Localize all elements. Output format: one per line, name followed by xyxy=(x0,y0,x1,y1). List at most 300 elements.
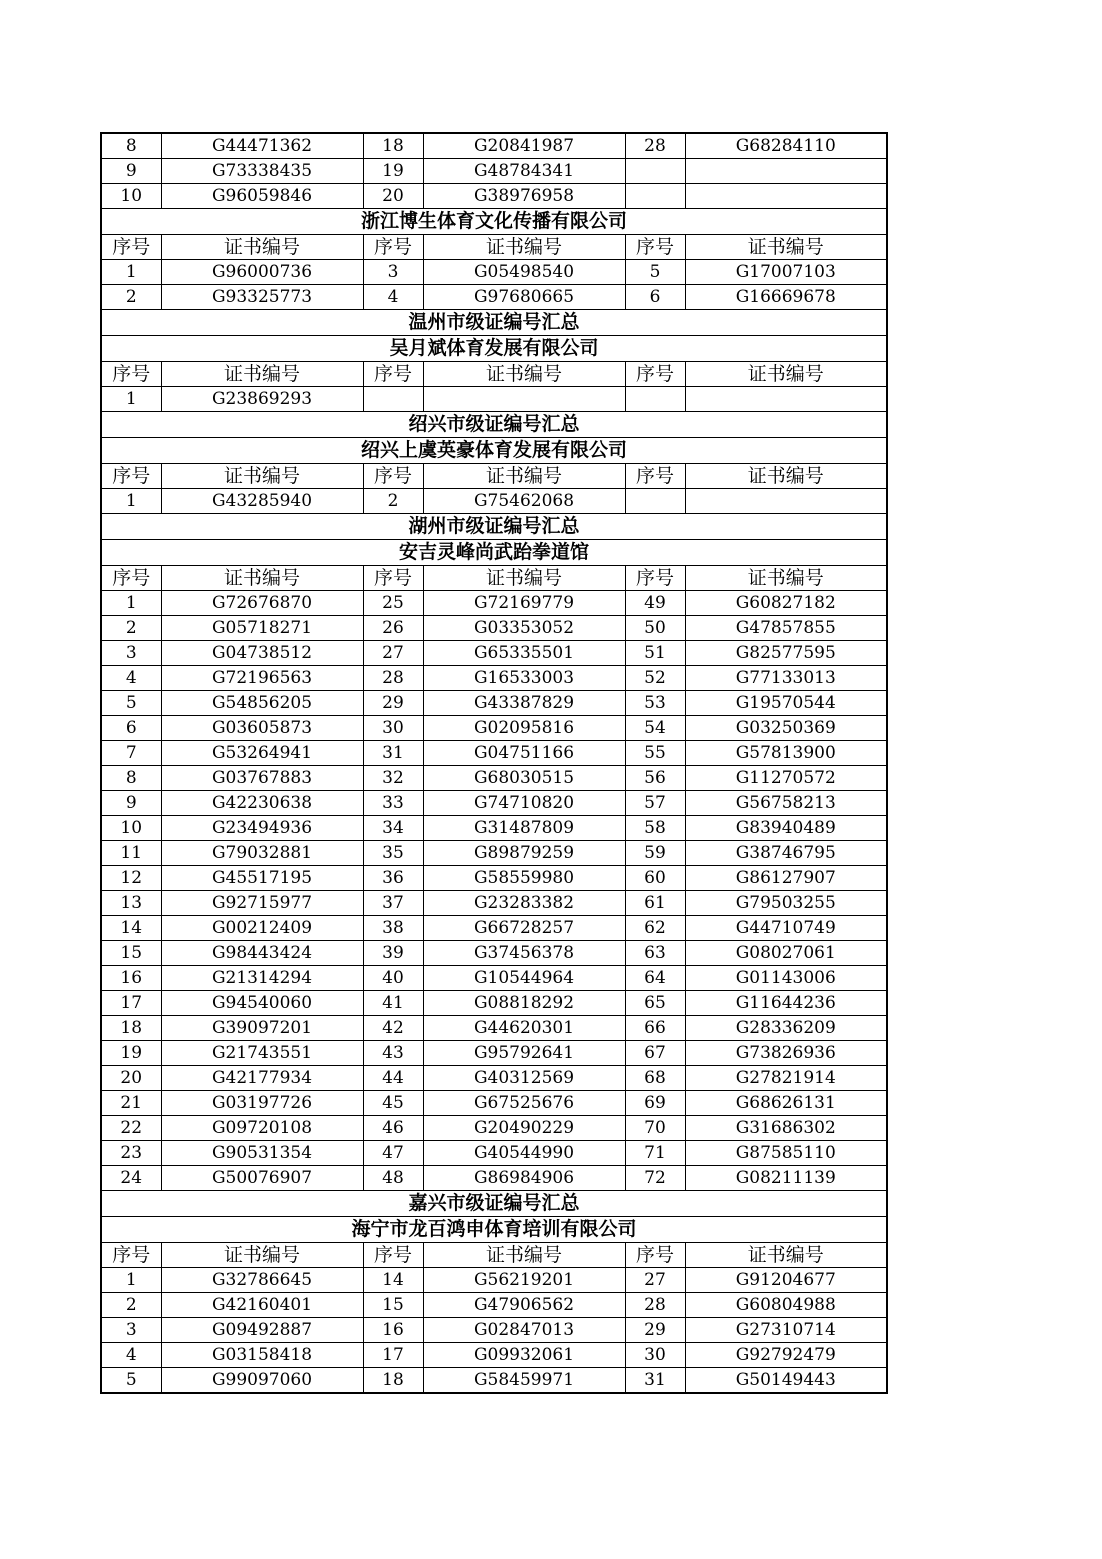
certificate-number-cell: G02095816 xyxy=(423,716,625,741)
serial-number-cell: 21 xyxy=(101,1091,161,1116)
serial-number-cell xyxy=(363,387,423,412)
section-title-row xyxy=(101,514,887,540)
certificate-number-header: 证书编号 xyxy=(161,464,363,489)
serial-number-cell: 17 xyxy=(101,991,161,1016)
serial-number-cell: 58 xyxy=(625,816,685,841)
certificate-number-cell: G54856205 xyxy=(161,691,363,716)
serial-number-cell: 13 xyxy=(101,891,161,916)
serial-number-cell: 18 xyxy=(363,1368,423,1394)
certificate-number-cell: G44620301 xyxy=(423,1016,625,1041)
table-row xyxy=(101,1293,887,1318)
serial-number-cell: 17 xyxy=(363,1343,423,1368)
certificate-number-cell: G92792479 xyxy=(685,1343,887,1368)
serial-number-cell: 39 xyxy=(363,941,423,966)
certificate-number-cell xyxy=(685,159,887,184)
serial-number-cell: 10 xyxy=(101,184,161,209)
serial-number-cell: 18 xyxy=(101,1016,161,1041)
section-title-row xyxy=(101,540,887,566)
serial-number-cell: 12 xyxy=(101,866,161,891)
serial-number-cell: 32 xyxy=(363,766,423,791)
certificate-number-cell: G02847013 xyxy=(423,1318,625,1343)
table-row xyxy=(101,133,887,159)
certificate-number-cell: G42230638 xyxy=(161,791,363,816)
serial-number-cell: 2 xyxy=(101,1293,161,1318)
serial-number-cell: 1 xyxy=(101,489,161,514)
serial-number-cell: 29 xyxy=(363,691,423,716)
certificate-number-header: 证书编号 xyxy=(423,1243,625,1268)
certificate-number-cell: G09492887 xyxy=(161,1318,363,1343)
serial-number-cell: 70 xyxy=(625,1116,685,1141)
serial-number-cell: 4 xyxy=(101,1343,161,1368)
section-title: 安吉灵峰尚武跆拳道馆 xyxy=(101,540,887,566)
certificate-number-cell: G03158418 xyxy=(161,1343,363,1368)
serial-number-cell: 49 xyxy=(625,591,685,616)
table-row xyxy=(101,766,887,791)
certificate-number-cell: G57813900 xyxy=(685,741,887,766)
certificate-number-cell: G17007103 xyxy=(685,260,887,285)
serial-number-cell: 45 xyxy=(363,1091,423,1116)
serial-number-cell: 31 xyxy=(363,741,423,766)
table-row xyxy=(101,816,887,841)
certificate-number-cell: G31686302 xyxy=(685,1116,887,1141)
certificate-number-cell: G20841987 xyxy=(423,133,625,159)
certificate-number-cell: G20490229 xyxy=(423,1116,625,1141)
certificate-number-cell: G21743551 xyxy=(161,1041,363,1066)
serial-number-header: 序号 xyxy=(101,566,161,591)
certificate-number-cell: G11270572 xyxy=(685,766,887,791)
serial-number-cell: 43 xyxy=(363,1041,423,1066)
serial-number-cell: 41 xyxy=(363,991,423,1016)
certificate-number-cell: G95792641 xyxy=(423,1041,625,1066)
serial-number-cell: 2 xyxy=(363,489,423,514)
certificate-number-cell: G23494936 xyxy=(161,816,363,841)
serial-number-header: 序号 xyxy=(101,235,161,260)
certificate-number-header: 证书编号 xyxy=(161,235,363,260)
serial-number-header: 序号 xyxy=(625,566,685,591)
serial-number-cell: 5 xyxy=(625,260,685,285)
serial-number-header: 序号 xyxy=(625,235,685,260)
serial-number-header: 序号 xyxy=(625,1243,685,1268)
serial-number-cell: 20 xyxy=(363,184,423,209)
section-title: 绍兴市级证编号汇总 xyxy=(101,412,887,438)
serial-number-cell: 1 xyxy=(101,1268,161,1293)
serial-number-header: 序号 xyxy=(363,566,423,591)
certificate-number-cell: G19570544 xyxy=(685,691,887,716)
certificate-number-cell: G89879259 xyxy=(423,841,625,866)
table-row xyxy=(101,841,887,866)
table-row xyxy=(101,916,887,941)
serial-number-cell: 4 xyxy=(363,285,423,310)
certificate-number-cell: G86984906 xyxy=(423,1166,625,1191)
serial-number-cell: 2 xyxy=(101,285,161,310)
certificate-number-cell: G16669678 xyxy=(685,285,887,310)
certificate-number-cell: G43387829 xyxy=(423,691,625,716)
serial-number-cell: 2 xyxy=(101,616,161,641)
certificate-number-cell: G72169779 xyxy=(423,591,625,616)
certificate-number-cell: G40312569 xyxy=(423,1066,625,1091)
table-row xyxy=(101,991,887,1016)
column-header-row xyxy=(101,464,887,489)
table-row xyxy=(101,184,887,209)
certificate-number-cell: G21314294 xyxy=(161,966,363,991)
certificate-number-header: 证书编号 xyxy=(685,566,887,591)
section-title: 嘉兴市级证编号汇总 xyxy=(101,1191,887,1217)
section-title-row xyxy=(101,310,887,336)
serial-number-cell: 3 xyxy=(363,260,423,285)
serial-number-cell: 30 xyxy=(363,716,423,741)
certificate-number-cell: G08211139 xyxy=(685,1166,887,1191)
serial-number-cell: 46 xyxy=(363,1116,423,1141)
certificate-number-cell: G68030515 xyxy=(423,766,625,791)
section-title-row xyxy=(101,1217,887,1243)
serial-number-cell: 40 xyxy=(363,966,423,991)
certificate-number-cell: G39097201 xyxy=(161,1016,363,1041)
table-row xyxy=(101,285,887,310)
certificate-number-cell xyxy=(423,387,625,412)
certificate-number-cell: G58459971 xyxy=(423,1368,625,1394)
certificate-number-cell: G96000736 xyxy=(161,260,363,285)
certificate-number-cell: G31487809 xyxy=(423,816,625,841)
serial-number-header: 序号 xyxy=(625,464,685,489)
certificate-number-cell: G05498540 xyxy=(423,260,625,285)
serial-number-cell: 52 xyxy=(625,666,685,691)
serial-number-cell: 64 xyxy=(625,966,685,991)
serial-number-header: 序号 xyxy=(101,362,161,387)
serial-number-cell: 42 xyxy=(363,1016,423,1041)
certificate-number-cell: G11644236 xyxy=(685,991,887,1016)
certificate-number-cell: G96059846 xyxy=(161,184,363,209)
serial-number-cell: 28 xyxy=(625,133,685,159)
certificate-number-header: 证书编号 xyxy=(423,235,625,260)
table-row xyxy=(101,1141,887,1166)
serial-number-cell: 62 xyxy=(625,916,685,941)
serial-number-header: 序号 xyxy=(363,362,423,387)
table-row xyxy=(101,716,887,741)
serial-number-cell: 20 xyxy=(101,1066,161,1091)
certificate-number-cell: G03250369 xyxy=(685,716,887,741)
serial-number-header: 序号 xyxy=(363,464,423,489)
serial-number-cell: 23 xyxy=(101,1141,161,1166)
certificate-number-cell: G67525676 xyxy=(423,1091,625,1116)
table-row xyxy=(101,891,887,916)
serial-number-header: 序号 xyxy=(363,235,423,260)
certificate-number-cell: G09932061 xyxy=(423,1343,625,1368)
certificate-number-cell: G27821914 xyxy=(685,1066,887,1091)
serial-number-cell: 37 xyxy=(363,891,423,916)
certificate-number-cell: G73338435 xyxy=(161,159,363,184)
certificate-number-cell: G23283382 xyxy=(423,891,625,916)
certificate-number-cell: G58559980 xyxy=(423,866,625,891)
certificate-number-cell: G68284110 xyxy=(685,133,887,159)
serial-number-cell: 44 xyxy=(363,1066,423,1091)
section-title-row xyxy=(101,412,887,438)
certificate-number-cell: G74710820 xyxy=(423,791,625,816)
table-row xyxy=(101,791,887,816)
certificate-number-cell: G01143006 xyxy=(685,966,887,991)
column-header-row xyxy=(101,566,887,591)
serial-number-cell: 3 xyxy=(101,1318,161,1343)
table-row xyxy=(101,1116,887,1141)
certificate-number-cell: G27310714 xyxy=(685,1318,887,1343)
certificate-number-cell: G79503255 xyxy=(685,891,887,916)
table-row xyxy=(101,966,887,991)
certificate-number-cell: G75462068 xyxy=(423,489,625,514)
certificate-number-cell: G97680665 xyxy=(423,285,625,310)
certificate-number-cell: G72196563 xyxy=(161,666,363,691)
serial-number-cell: 8 xyxy=(101,766,161,791)
certificate-number-header: 证书编号 xyxy=(685,1243,887,1268)
serial-number-cell xyxy=(625,489,685,514)
serial-number-cell: 31 xyxy=(625,1368,685,1394)
serial-number-cell: 3 xyxy=(101,641,161,666)
table-row xyxy=(101,1066,887,1091)
serial-number-cell: 27 xyxy=(363,641,423,666)
section-title-row xyxy=(101,438,887,464)
certificate-number-cell: G45517195 xyxy=(161,866,363,891)
table-row xyxy=(101,1268,887,1293)
table-row xyxy=(101,666,887,691)
certificate-number-cell: G28336209 xyxy=(685,1016,887,1041)
serial-number-cell: 30 xyxy=(625,1343,685,1368)
serial-number-cell: 15 xyxy=(363,1293,423,1318)
certificate-number-cell: G23869293 xyxy=(161,387,363,412)
certificate-number-cell: G56219201 xyxy=(423,1268,625,1293)
certificate-number-cell: G68626131 xyxy=(685,1091,887,1116)
certificate-number-header: 证书编号 xyxy=(161,566,363,591)
certificate-number-cell: G40544990 xyxy=(423,1141,625,1166)
serial-number-cell: 66 xyxy=(625,1016,685,1041)
serial-number-cell: 8 xyxy=(101,133,161,159)
certificate-number-cell: G87585110 xyxy=(685,1141,887,1166)
serial-number-cell: 68 xyxy=(625,1066,685,1091)
certificate-number-header: 证书编号 xyxy=(161,362,363,387)
section-title: 海宁市龙百鸿申体育培训有限公司 xyxy=(101,1217,887,1243)
table-row xyxy=(101,1041,887,1066)
serial-number-cell: 5 xyxy=(101,691,161,716)
certificate-number-cell: G82577595 xyxy=(685,641,887,666)
serial-number-cell: 26 xyxy=(363,616,423,641)
certificate-number-cell: G94540060 xyxy=(161,991,363,1016)
serial-number-cell: 9 xyxy=(101,159,161,184)
section-title: 温州市级证编号汇总 xyxy=(101,310,887,336)
serial-number-cell: 4 xyxy=(101,666,161,691)
certificate-number-cell: G03605873 xyxy=(161,716,363,741)
serial-number-cell: 14 xyxy=(101,916,161,941)
certificate-number-cell: G47906562 xyxy=(423,1293,625,1318)
section-title: 绍兴上虞英豪体育发展有限公司 xyxy=(101,438,887,464)
certificate-number-cell: G91204677 xyxy=(685,1268,887,1293)
serial-number-cell: 72 xyxy=(625,1166,685,1191)
table-row xyxy=(101,741,887,766)
serial-number-cell: 18 xyxy=(363,133,423,159)
serial-number-cell: 34 xyxy=(363,816,423,841)
certificate-number-cell xyxy=(685,387,887,412)
serial-number-header: 序号 xyxy=(363,1243,423,1268)
serial-number-cell: 71 xyxy=(625,1141,685,1166)
certificate-number-cell: G09720108 xyxy=(161,1116,363,1141)
certificate-number-cell: G42160401 xyxy=(161,1293,363,1318)
serial-number-header: 序号 xyxy=(625,362,685,387)
serial-number-cell: 11 xyxy=(101,841,161,866)
certificate-number-cell: G16533003 xyxy=(423,666,625,691)
serial-number-cell: 55 xyxy=(625,741,685,766)
certificate-number-cell: G48784341 xyxy=(423,159,625,184)
serial-number-cell: 22 xyxy=(101,1116,161,1141)
certificate-number-cell: G32786645 xyxy=(161,1268,363,1293)
certificate-number-header: 证书编号 xyxy=(161,1243,363,1268)
serial-number-cell: 19 xyxy=(101,1041,161,1066)
serial-number-cell: 6 xyxy=(101,716,161,741)
certificate-number-cell: G05718271 xyxy=(161,616,363,641)
serial-number-cell: 1 xyxy=(101,387,161,412)
certificate-number-cell: G03197726 xyxy=(161,1091,363,1116)
table-row xyxy=(101,1016,887,1041)
certificate-number-cell: G79032881 xyxy=(161,841,363,866)
certificate-number-cell: G38746795 xyxy=(685,841,887,866)
certificate-number-cell: G10544964 xyxy=(423,966,625,991)
serial-number-cell: 59 xyxy=(625,841,685,866)
certificate-number-cell: G86127907 xyxy=(685,866,887,891)
table-row xyxy=(101,1166,887,1191)
column-header-row xyxy=(101,1243,887,1268)
serial-number-cell: 1 xyxy=(101,591,161,616)
serial-number-cell: 65 xyxy=(625,991,685,1016)
table-row xyxy=(101,1343,887,1368)
table-row xyxy=(101,260,887,285)
serial-number-cell: 67 xyxy=(625,1041,685,1066)
certificate-number-cell: G04738512 xyxy=(161,641,363,666)
column-header-row xyxy=(101,235,887,260)
serial-number-cell: 47 xyxy=(363,1141,423,1166)
certificate-number-cell: G04751166 xyxy=(423,741,625,766)
table-row xyxy=(101,691,887,716)
table-row xyxy=(101,616,887,641)
serial-number-cell: 27 xyxy=(625,1268,685,1293)
serial-number-cell: 28 xyxy=(625,1293,685,1318)
certificate-number-cell: G38976958 xyxy=(423,184,625,209)
certificate-number-cell xyxy=(685,184,887,209)
serial-number-cell: 16 xyxy=(363,1318,423,1343)
serial-number-cell: 25 xyxy=(363,591,423,616)
table-row xyxy=(101,641,887,666)
serial-number-cell: 33 xyxy=(363,791,423,816)
serial-number-cell: 63 xyxy=(625,941,685,966)
serial-number-cell: 35 xyxy=(363,841,423,866)
serial-number-header: 序号 xyxy=(101,464,161,489)
table-row xyxy=(101,866,887,891)
certificate-number-cell: G50076907 xyxy=(161,1166,363,1191)
serial-number-cell: 10 xyxy=(101,816,161,841)
table-row xyxy=(101,1368,887,1394)
certificate-number-cell: G03353052 xyxy=(423,616,625,641)
section-title-row xyxy=(101,336,887,362)
serial-number-cell: 36 xyxy=(363,866,423,891)
serial-number-cell: 6 xyxy=(625,285,685,310)
certificate-number-cell: G90531354 xyxy=(161,1141,363,1166)
serial-number-cell: 29 xyxy=(625,1318,685,1343)
serial-number-cell: 15 xyxy=(101,941,161,966)
serial-number-cell: 60 xyxy=(625,866,685,891)
certificate-number-cell: G44710749 xyxy=(685,916,887,941)
serial-number-cell: 14 xyxy=(363,1268,423,1293)
serial-number-cell: 24 xyxy=(101,1166,161,1191)
section-title: 湖州市级证编号汇总 xyxy=(101,514,887,540)
section-title-row xyxy=(101,209,887,235)
certificate-number-cell: G72676870 xyxy=(161,591,363,616)
certificate-number-cell: G73826936 xyxy=(685,1041,887,1066)
section-title: 吴月斌体育发展有限公司 xyxy=(101,336,887,362)
certificate-number-cell: G43285940 xyxy=(161,489,363,514)
certificate-number-cell: G03767883 xyxy=(161,766,363,791)
certificate-number-cell: G92715977 xyxy=(161,891,363,916)
section-title: 浙江博生体育文化传播有限公司 xyxy=(101,209,887,235)
serial-number-cell xyxy=(625,387,685,412)
certificate-number-cell: G77133013 xyxy=(685,666,887,691)
serial-number-cell: 1 xyxy=(101,260,161,285)
section-title-row xyxy=(101,1191,887,1217)
table-body xyxy=(101,133,887,1393)
serial-number-cell: 7 xyxy=(101,741,161,766)
serial-number-cell xyxy=(625,159,685,184)
certificate-number-cell: G60804988 xyxy=(685,1293,887,1318)
table-row xyxy=(101,489,887,514)
serial-number-cell: 16 xyxy=(101,966,161,991)
certificate-number-header: 证书编号 xyxy=(685,464,887,489)
serial-number-cell: 38 xyxy=(363,916,423,941)
certificate-number-cell: G50149443 xyxy=(685,1368,887,1394)
certificate-number-header: 证书编号 xyxy=(685,235,887,260)
serial-number-cell: 61 xyxy=(625,891,685,916)
serial-number-cell: 54 xyxy=(625,716,685,741)
table-row xyxy=(101,591,887,616)
serial-number-cell xyxy=(625,184,685,209)
table-row xyxy=(101,941,887,966)
certificate-number-cell: G42177934 xyxy=(161,1066,363,1091)
certificate-number-cell: G99097060 xyxy=(161,1368,363,1394)
column-header-row xyxy=(101,362,887,387)
serial-number-cell: 28 xyxy=(363,666,423,691)
certificate-number-header: 证书编号 xyxy=(423,362,625,387)
certificate-number-cell: G65335501 xyxy=(423,641,625,666)
certificate-number-cell: G66728257 xyxy=(423,916,625,941)
table-row xyxy=(101,387,887,412)
table-row xyxy=(101,159,887,184)
certificate-number-cell: G00212409 xyxy=(161,916,363,941)
serial-number-cell: 19 xyxy=(363,159,423,184)
serial-number-cell: 57 xyxy=(625,791,685,816)
serial-number-header: 序号 xyxy=(101,1243,161,1268)
serial-number-cell: 69 xyxy=(625,1091,685,1116)
certificate-number-header: 证书编号 xyxy=(685,362,887,387)
certificate-number-header: 证书编号 xyxy=(423,566,625,591)
certificate-number-cell: G93325773 xyxy=(161,285,363,310)
certificate-number-cell: G98443424 xyxy=(161,941,363,966)
certificate-number-header: 证书编号 xyxy=(423,464,625,489)
serial-number-cell: 50 xyxy=(625,616,685,641)
certificate-number-cell: G83940489 xyxy=(685,816,887,841)
serial-number-cell: 5 xyxy=(101,1368,161,1394)
certificate-number-cell xyxy=(685,489,887,514)
serial-number-cell: 53 xyxy=(625,691,685,716)
table-row xyxy=(101,1318,887,1343)
serial-number-cell: 56 xyxy=(625,766,685,791)
certificate-number-cell: G37456378 xyxy=(423,941,625,966)
table-row xyxy=(101,1091,887,1116)
serial-number-cell: 51 xyxy=(625,641,685,666)
certificate-number-cell: G47857855 xyxy=(685,616,887,641)
certificate-number-cell: G08027061 xyxy=(685,941,887,966)
certificate-number-cell: G44471362 xyxy=(161,133,363,159)
